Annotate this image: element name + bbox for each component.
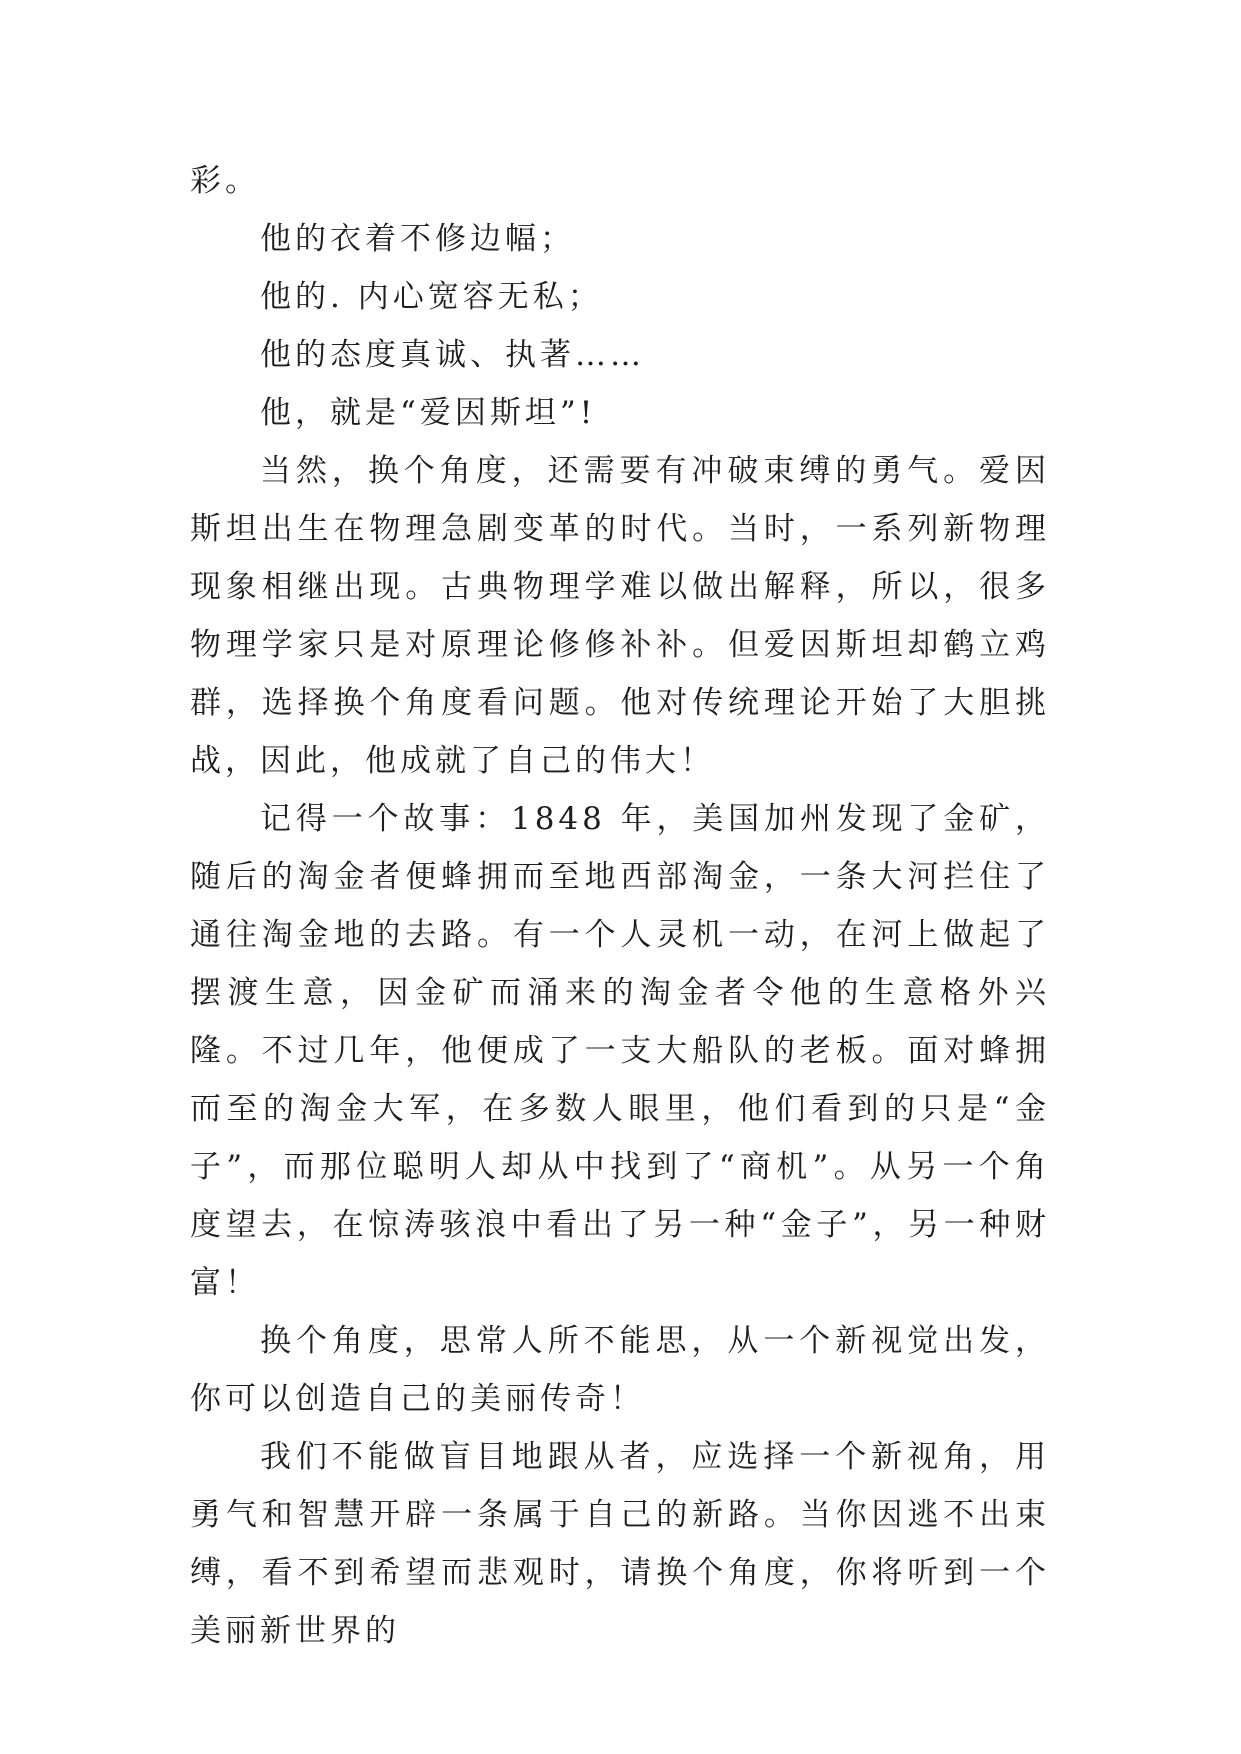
paragraph-gold-story: 记得一个故事：1848 年，美国加州发现了金矿，随后的淘金者便蜂拥而至地西部淘金，一条大河拦住了通往淘金地的去路。有一个人灵机一动，在河上做起了摆渡生意，因金矿而涌来的淘金者令他的生意格外兴隆。不过几年，他便成了一支大船队的老板。面对蜂拥而至的淘金大军，在多数人眼里，他们看到的只是“金子”，而那位聪明人却从中找到了“商机”。从另一个角度望去，在惊涛骇浪中看出了另一种“金子”，另一种财富！ [190,801,1050,1301]
paragraph-line-attitude: 他的态度真诚、执著…… [260,337,645,373]
paragraph-line-einstein: 他，就是“爱因斯坦”! [260,395,597,431]
paragraph-line-clothing: 他的衣着不修边幅； [260,221,575,257]
paragraph-conclusion: 我们不能做盲目地跟从者，应选择一个新视角，用勇气和智慧开辟一条属于自己的新路。当你因逃不出束缚，看不到希望而悲观时，请换个角度，你将听到一个美丽新世界的 [190,1439,1050,1649]
paragraph-courage: 当然，换个角度，还需要有冲破束缚的勇气。爱因斯坦出生在物理急剧变革的时代。当时，一系列新物理现象相继出现。古典物理学难以做出解释，所以，很多物理学家只是对原理论修修补补。但爱因斯坦却鹤立鸡群，选择换个角度看问题。他对传统理论开始了大胆挑战，因此，他成就了自己的伟大！ [190,453,1050,779]
paragraph-continuation: 彩。 [190,163,260,199]
document-body [190,152,1050,1660]
paragraph-new-angle: 换个角度，思常人所不能思，从一个新视觉出发，你可以创造自己的美丽传奇！ [190,1323,1050,1417]
paragraph-line-heart: 他的. 内心宽容无私； [260,279,603,315]
